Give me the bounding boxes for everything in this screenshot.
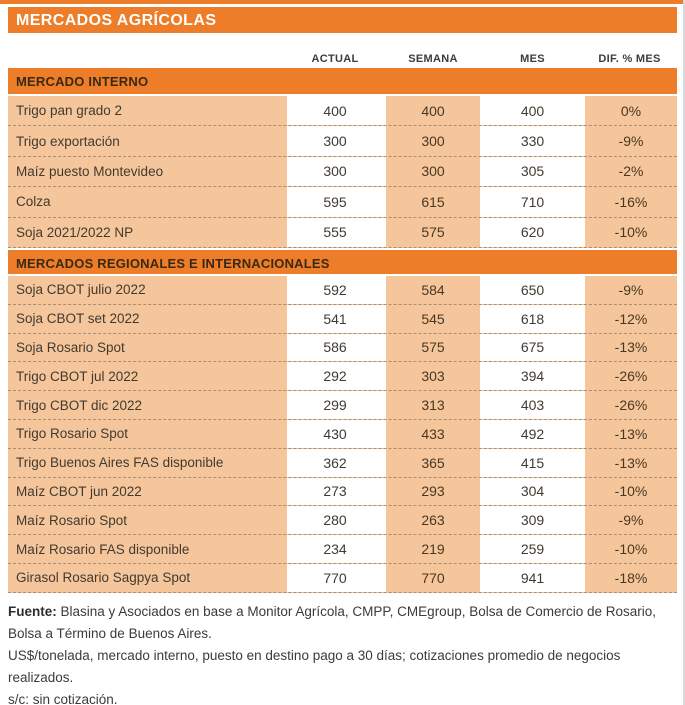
cell-dif-percent: -10%: [582, 535, 677, 563]
cell-actual: 362: [287, 449, 383, 477]
cell-actual: 299: [287, 391, 383, 419]
cell-semana: 365: [383, 449, 483, 477]
cell-dif-percent: -9%: [582, 276, 677, 304]
section-band: MERCADOS REGIONALES E INTERNACIONALES: [8, 248, 677, 276]
market-table: [8, 68, 677, 593]
row-label: Trigo Buenos Aires FAS disponible: [16, 455, 224, 471]
table-row: [8, 218, 677, 248]
column-headers: [8, 44, 677, 65]
cell-mes: 620: [483, 218, 582, 247]
cell-dif-percent: -2%: [582, 157, 677, 186]
row-label: Trigo exportación: [16, 133, 120, 149]
cell-mes: 400: [483, 96, 582, 125]
row-label: Trigo pan grado 2: [16, 103, 123, 119]
cell-dif-percent: -9%: [582, 126, 677, 155]
column-header-dif: DIF. % MES: [598, 53, 661, 65]
cell-dif-percent: -16%: [582, 187, 677, 216]
row-label: Soja Rosario Spot: [16, 339, 125, 355]
cell-dif-percent: -26%: [582, 362, 677, 390]
row-label: Maíz Rosario Spot: [16, 512, 128, 528]
cell-mes: 304: [483, 478, 582, 506]
cell-actual: 770: [287, 564, 383, 592]
cell-dif-percent: -10%: [582, 478, 677, 506]
cell-dif-percent: -26%: [582, 391, 677, 419]
cell-semana: 313: [383, 391, 483, 419]
section-rows: [8, 96, 677, 248]
cell-mes: 492: [483, 420, 582, 448]
row-label: Soja CBOT set 2022: [16, 311, 140, 327]
cell-mes: 941: [483, 564, 582, 592]
footer-line: Bolsa a Término de Buenos Aires.: [8, 626, 212, 641]
cell-dif-percent: -10%: [582, 218, 677, 247]
table-row: [8, 564, 677, 593]
table-row: [8, 126, 677, 156]
row-label: Soja 2021/2022 NP: [16, 224, 134, 240]
footer-source-label: Fuente:: [8, 604, 57, 619]
cell-semana: 584: [383, 276, 483, 304]
cell-actual: 595: [287, 187, 383, 216]
cell-actual: 541: [287, 305, 383, 333]
table-row: [8, 420, 677, 449]
section-rows: [8, 276, 677, 593]
cell-mes: 403: [483, 391, 582, 419]
table-row: [8, 305, 677, 334]
footer-line: US$/tonelada, mercado interno, puesto en destino pago a 30 días; cotizaciones promedio de negocios realizados.: [8, 648, 621, 685]
cell-dif-percent: -13%: [582, 449, 677, 477]
cell-semana: 615: [383, 187, 483, 216]
cell-mes: 394: [483, 362, 582, 390]
cell-semana: 575: [383, 334, 483, 362]
table-row: [8, 276, 677, 305]
row-label: Trigo CBOT dic 2022: [16, 397, 143, 413]
cell-mes: 675: [483, 334, 582, 362]
table-row: [8, 449, 677, 478]
cell-actual: 586: [287, 334, 383, 362]
row-label: Trigo CBOT jul 2022: [16, 368, 139, 384]
cell-dif-percent: -12%: [582, 305, 677, 333]
row-label: Soja CBOT julio 2022: [16, 282, 146, 298]
cell-semana: 303: [383, 362, 483, 390]
cell-mes: 305: [483, 157, 582, 186]
cell-actual: 592: [287, 276, 383, 304]
cell-actual: 555: [287, 218, 383, 247]
table-row: [8, 391, 677, 420]
cell-actual: 300: [287, 157, 383, 186]
table-row: [8, 362, 677, 391]
table-row: [8, 96, 677, 126]
row-label: Maíz CBOT jun 2022: [16, 483, 142, 499]
row-label: Maíz Rosario FAS disponible: [16, 541, 190, 557]
row-label: Colza: [16, 194, 51, 210]
page-title: MERCADOS AGRÍCOLAS: [8, 7, 677, 33]
table-row: [8, 478, 677, 507]
cell-dif-percent: -13%: [582, 420, 677, 448]
cell-semana: 770: [383, 564, 483, 592]
cell-mes: 710: [483, 187, 582, 216]
cell-dif-percent: -18%: [582, 564, 677, 592]
top-accent-strip: [0, 0, 685, 4]
table-row: [8, 506, 677, 535]
table-row: [8, 157, 677, 187]
cell-semana: 300: [383, 157, 483, 186]
cell-semana: 433: [383, 420, 483, 448]
cell-semana: 219: [383, 535, 483, 563]
cell-dif-percent: -9%: [582, 506, 677, 534]
cell-mes: 618: [483, 305, 582, 333]
cell-actual: 280: [287, 506, 383, 534]
cell-semana: 263: [383, 506, 483, 534]
table-row: [8, 334, 677, 363]
section-band: MERCADO INTERNO: [8, 68, 677, 96]
cell-semana: 293: [383, 478, 483, 506]
cell-dif-percent: 0%: [582, 96, 677, 125]
cell-semana: 300: [383, 126, 483, 155]
footer-line: s/c: sin cotización.: [8, 692, 118, 705]
cell-actual: 273: [287, 478, 383, 506]
footer-notes: [8, 601, 672, 705]
column-header-mes: MES: [520, 53, 545, 65]
column-header-semana: SEMANA: [408, 53, 458, 65]
cell-actual: 430: [287, 420, 383, 448]
cell-semana: 545: [383, 305, 483, 333]
table-row: [8, 535, 677, 564]
cell-dif-percent: -13%: [582, 334, 677, 362]
row-label: Trigo Rosario Spot: [16, 426, 129, 442]
cell-actual: 234: [287, 535, 383, 563]
row-label: Girasol Rosario Sagpya Spot: [16, 570, 191, 586]
cell-actual: 292: [287, 362, 383, 390]
cell-mes: 415: [483, 449, 582, 477]
cell-actual: 300: [287, 126, 383, 155]
cell-mes: 330: [483, 126, 582, 155]
footer-line: Fuente: Blasina y Asociados en base a Monitor Agrícola, CMPP, CMEgroup, Bolsa de Comercio de Rosario,: [8, 604, 657, 619]
cell-mes: 650: [483, 276, 582, 304]
cell-actual: 400: [287, 96, 383, 125]
cell-semana: 575: [383, 218, 483, 247]
cell-mes: 309: [483, 506, 582, 534]
column-header-actual: ACTUAL: [311, 53, 359, 65]
cell-mes: 259: [483, 535, 582, 563]
cell-semana: 400: [383, 96, 483, 125]
table-row: [8, 187, 677, 217]
row-label: Maíz puesto Montevideo: [16, 163, 164, 179]
